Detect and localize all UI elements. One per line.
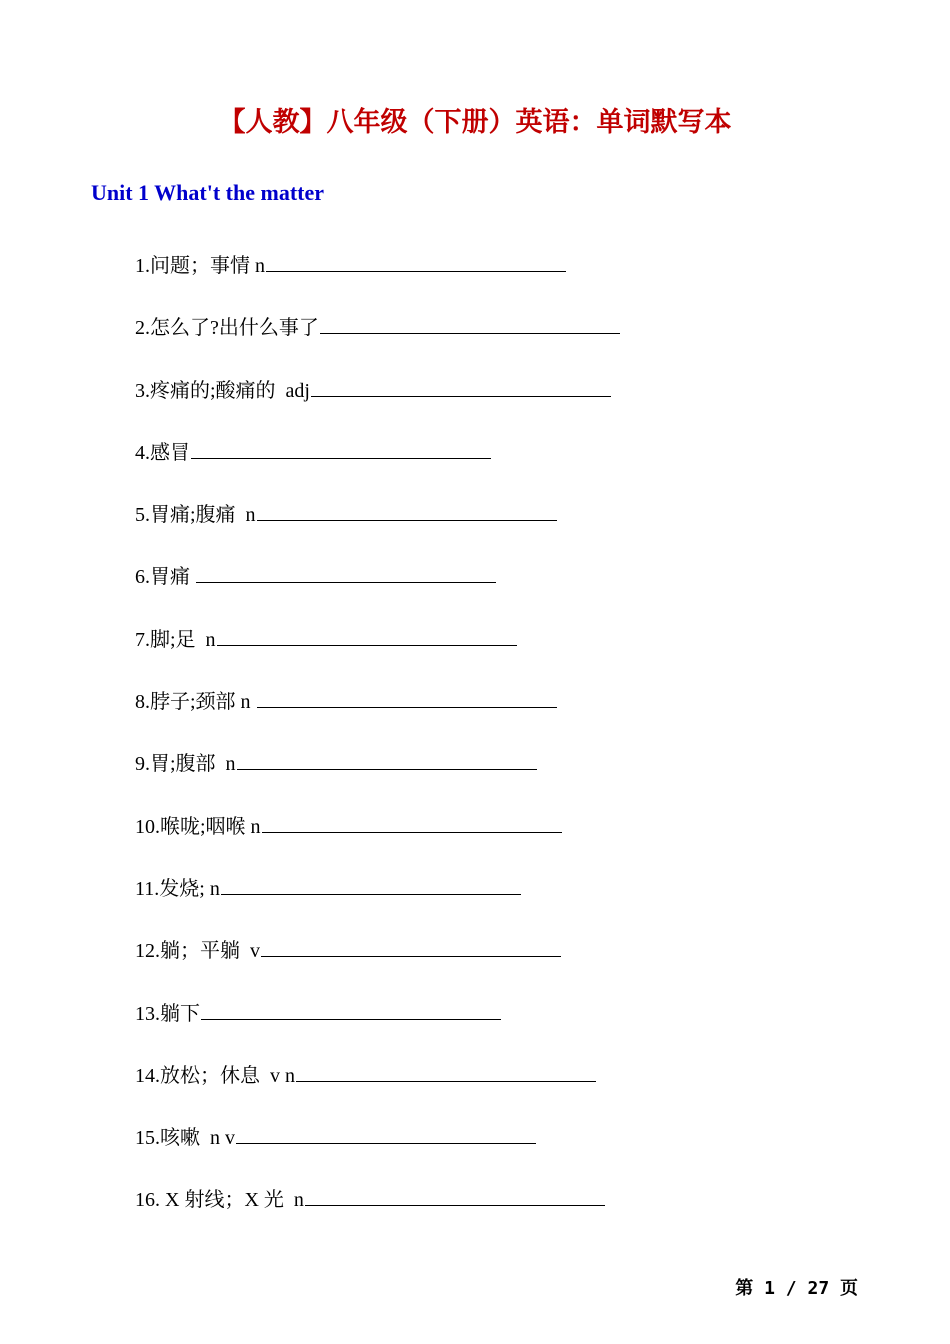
- vocabulary-item: [135, 560, 835, 622]
- vocabulary-prompt: 12.躺；平躺 v: [135, 940, 260, 963]
- vocabulary-prompt: 2.怎么了?出什么事了: [135, 317, 319, 340]
- vocabulary-prompt: 3.疼痛的;酸痛的 adj: [135, 379, 310, 402]
- vocabulary-prompt: 7.脚;足 n: [135, 628, 216, 651]
- vocabulary-item: [135, 1059, 835, 1121]
- vocabulary-prompt: 9.胃;腹部 n: [135, 753, 236, 776]
- vocabulary-prompt: 6.胃痛: [135, 566, 195, 589]
- vocabulary-item: [135, 498, 835, 560]
- answer-blank[interactable]: [311, 374, 611, 397]
- answer-blank[interactable]: [217, 623, 517, 646]
- answer-blank[interactable]: [237, 747, 537, 770]
- answer-blank[interactable]: [221, 872, 521, 895]
- vocabulary-item: [135, 685, 835, 747]
- answer-blank[interactable]: [196, 560, 496, 583]
- answer-blank[interactable]: [261, 934, 561, 957]
- vocabulary-item: [135, 311, 835, 373]
- answer-blank[interactable]: [201, 997, 501, 1020]
- vocabulary-prompt: 8.脖子;颈部 n: [135, 691, 256, 714]
- vocabulary-item: [135, 623, 835, 685]
- unit-heading: Unit 1 What't the matter: [91, 180, 324, 205]
- vocabulary-item: [135, 934, 835, 996]
- answer-blank[interactable]: [257, 685, 557, 708]
- vocabulary-item: [135, 436, 835, 498]
- vocabulary-prompt: 14.放松；休息 v n: [135, 1064, 295, 1087]
- vocabulary-prompt: 15.咳嗽 n v: [135, 1127, 235, 1150]
- vocabulary-item: [135, 747, 835, 809]
- answer-blank[interactable]: [296, 1059, 596, 1082]
- answer-blank[interactable]: [266, 249, 566, 272]
- vocabulary-prompt: 16. X 射线；X 光 n: [135, 1189, 304, 1212]
- vocabulary-item: [135, 997, 835, 1059]
- page-title: 【人教】八年级（下册）英语：单词默写本: [218, 107, 732, 138]
- answer-blank[interactable]: [262, 810, 562, 833]
- vocabulary-item: [135, 1183, 835, 1245]
- vocabulary-prompt: 1.问题；事情 n: [135, 255, 265, 277]
- vocabulary-item: [135, 1121, 835, 1183]
- answer-blank[interactable]: [320, 311, 620, 334]
- vocabulary-item: [135, 872, 835, 934]
- vocabulary-prompt: 10.喉咙;咽喉 n: [135, 815, 261, 838]
- page-number: 第 1 / 27 页: [735, 1278, 858, 1299]
- vocabulary-prompt: 5.胃痛;腹痛 n: [135, 504, 256, 527]
- answer-blank[interactable]: [305, 1183, 605, 1206]
- vocabulary-prompt: 13.躺下: [135, 1002, 200, 1025]
- vocabulary-prompt: 11.发烧; n: [135, 877, 220, 900]
- vocabulary-list: [135, 249, 835, 1246]
- vocabulary-item: [135, 249, 835, 311]
- vocabulary-prompt: 4.感冒: [135, 441, 190, 464]
- answer-blank[interactable]: [236, 1121, 536, 1144]
- answer-blank[interactable]: [257, 498, 557, 521]
- vocabulary-item: [135, 810, 835, 872]
- answer-blank[interactable]: [191, 436, 491, 459]
- vocabulary-item: [135, 374, 835, 436]
